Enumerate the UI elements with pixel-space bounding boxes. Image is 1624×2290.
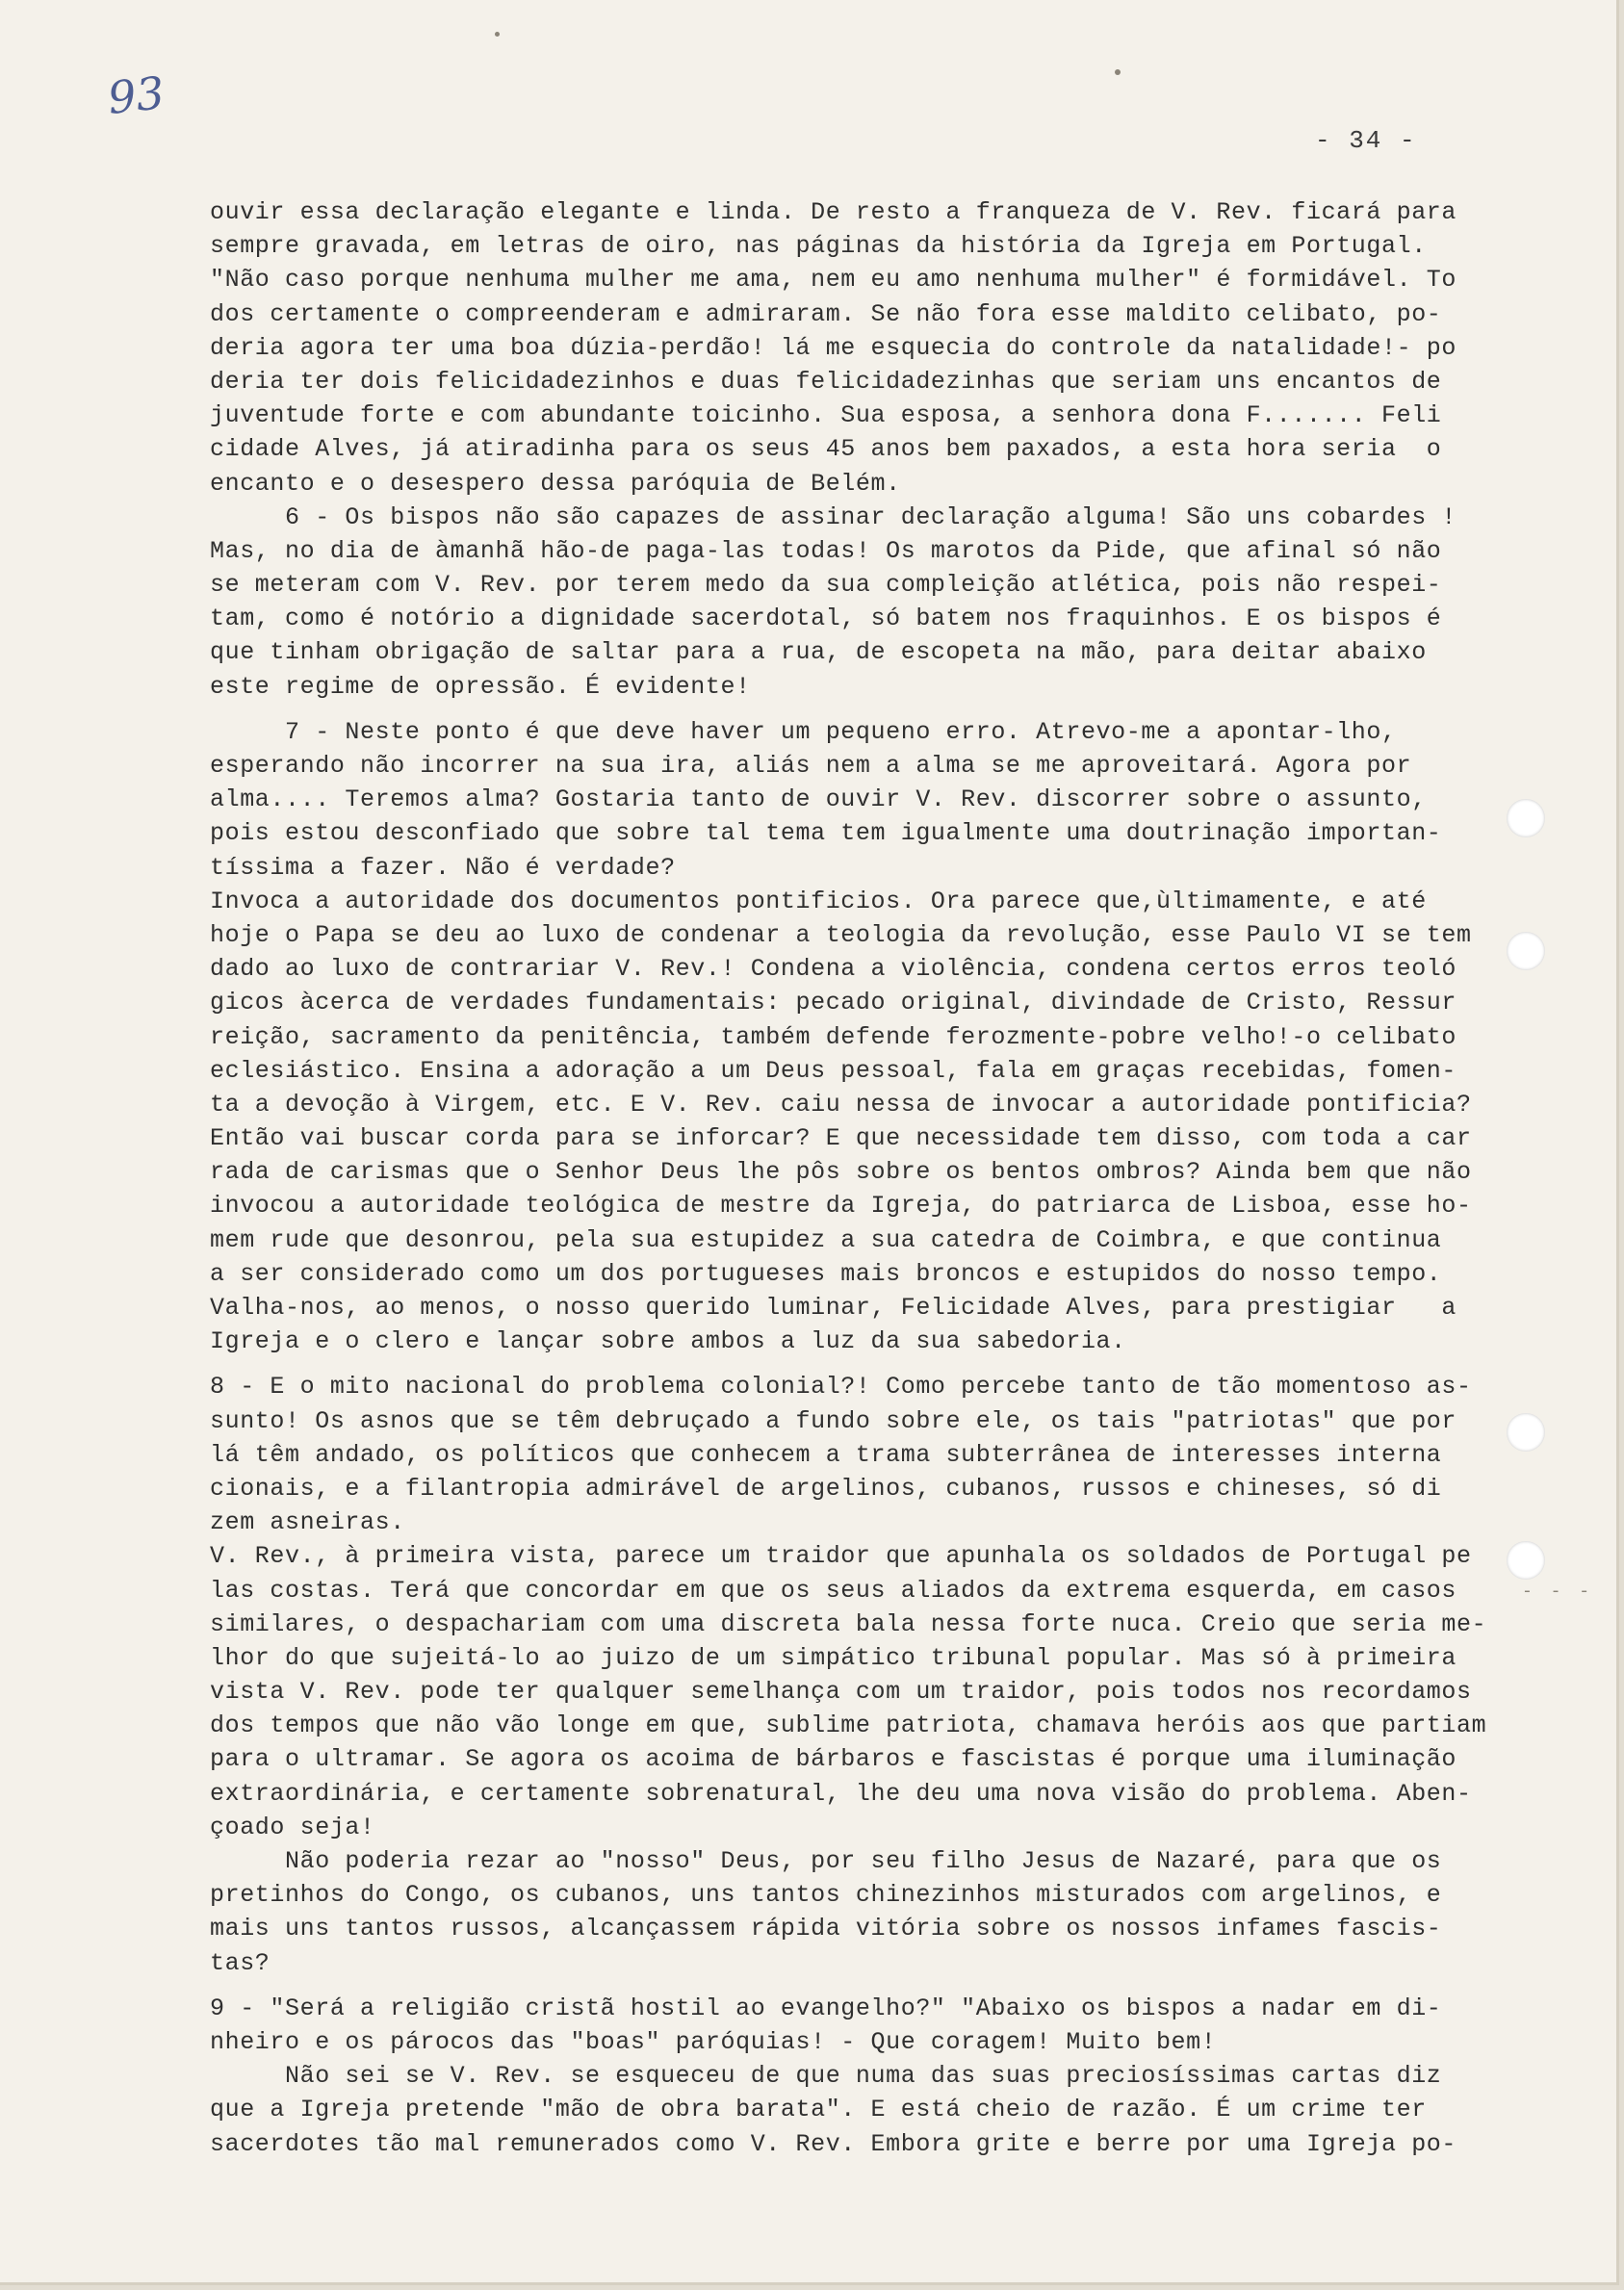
paragraph-gap bbox=[210, 1358, 1490, 1370]
text-line: lá têm andado, os políticos que conhecem a trama subterrânea de interesses interna bbox=[210, 1440, 1442, 1469]
text-line: pois estou desconfiado que sobre tal tema tem igualmente uma doutrinação importan- bbox=[210, 819, 1442, 848]
text-line: Não sei se V. Rev. se esqueceu de que numa das suas preciosíssimas cartas diz bbox=[210, 2062, 1442, 2091]
text-line: para o ultramar. Se agora os acoima de bárbaros e fascistas é porque uma iluminação bbox=[210, 1745, 1457, 1774]
text-line: invocou a autoridade teológica de mestre da Igreja, do patriarca de Lisboa, esse ho- bbox=[210, 1192, 1472, 1221]
text-line: Igreja e o clero e lançar sobre ambos a luz da sua sabedoria. bbox=[210, 1327, 1126, 1356]
text-line: sacerdotes tão mal remunerados como V. Rev. Embora grite e berre por uma Igreja po- bbox=[210, 2129, 1457, 2158]
text-line: hoje o Papa se deu ao luxo de condenar a teologia da revolução, esse Paulo VI se tem bbox=[210, 920, 1472, 949]
text-line: las costas. Terá que concordar em que os seus aliados da extrema esquerda, em casos bbox=[210, 1576, 1457, 1605]
text-line: deria ter dois felicidadezinhos e duas felicidadezinhas que seriam uns encantos de bbox=[210, 367, 1442, 396]
text-line: reição, sacramento da penitência, também defende ferozmente-pobre velho!-o celibato bbox=[210, 1022, 1457, 1051]
text-line: Então vai buscar corda para se inforcar? E que necessidade tem disso, com toda a car bbox=[210, 1124, 1472, 1153]
text-line: 9 - "Será a religião cristã hostil ao evangelho?" "Abaixo os bispos a nadar em di- bbox=[210, 1994, 1442, 2022]
text-line: este regime de opressão. É evidente! bbox=[210, 672, 751, 701]
page-number: - 34 - bbox=[1315, 126, 1417, 155]
text-line: pretinhos do Congo, os cubanos, uns tantos chinezinhos misturados com argelinos, e bbox=[210, 1881, 1442, 1910]
text-line: Invoca a autoridade dos documentos pontificios. Ora parece que,ùltimamente, e até bbox=[210, 887, 1427, 915]
text-line: nheiro e os párocos das "boas" paróquias! - Que coragem! Muito bem! bbox=[210, 2027, 1217, 2056]
text-line: dado ao luxo de contrariar V. Rev.! Condena a violência, condena certos erros teoló bbox=[210, 955, 1457, 984]
text-line: que a Igreja pretende "mão de obra barata". E está cheio de razão. É um crime ter bbox=[210, 2096, 1427, 2124]
text-line: 8 - E o mito nacional do problema colonial?! Como percebe tanto de tão momentoso as- bbox=[210, 1373, 1472, 1402]
text-line: tíssima a fazer. Não é verdade? bbox=[210, 853, 676, 882]
text-line: ta a devoção à Virgem, etc. E V. Rev. caiu nessa de invocar a autoridade pontificia? bbox=[210, 1090, 1472, 1119]
punch-hole bbox=[1507, 932, 1545, 970]
text-line: vista V. Rev. pode ter qualquer semelhança com um traidor, pois todos nos recordamos bbox=[210, 1678, 1472, 1707]
margin-mark: - - - bbox=[1522, 1582, 1594, 1602]
text-line: juventude forte e com abundante toicinho. Sua esposa, a senhora dona F....... Feli bbox=[210, 401, 1442, 430]
text-line: dos certamente o compreenderam e admiraram. Se não fora esse maldito celibato, po- bbox=[210, 299, 1442, 328]
text-line: dos tempos que não vão longe em que, sublime patriota, chamava heróis aos que partiam bbox=[210, 1711, 1487, 1740]
text-line: sunto! Os asnos que se têm debruçado a fundo sobre ele, os tais "patriotas" que por bbox=[210, 1406, 1457, 1435]
text-line: lhor do que sujeitá-lo ao juizo de um simpático tribunal popular. Mas só à primeira bbox=[210, 1643, 1457, 1672]
text-line: mem rude que desonrou, pela sua estupidez a sua catedra de Coimbra, e que continua bbox=[210, 1225, 1442, 1254]
text-line: se meteram com V. Rev. por terem medo da sua compleição atlética, pois não respei- bbox=[210, 571, 1442, 600]
text-line: V. Rev., à primeira vista, parece um traidor que apunhala os soldados de Portugal pe bbox=[210, 1542, 1472, 1571]
text-line: alma.... Teremos alma? Gostaria tanto de ouvir V. Rev. discorrer sobre o assunto, bbox=[210, 785, 1427, 814]
punch-hole bbox=[1507, 799, 1545, 837]
archive-number: 93 bbox=[105, 66, 168, 124]
text-line: mais uns tantos russos, alcançassem rápida vitória sobre os nossos infames fascis- bbox=[210, 1915, 1442, 1943]
paper-speck bbox=[1115, 69, 1121, 75]
text-line: "Não caso porque nenhuma mulher me ama, nem eu amo nenhuma mulher" é formidável. To bbox=[210, 266, 1457, 295]
text-line: Mas, no dia de àmanhã hão-de paga-las todas! Os marotos da Pide, que afinal só não bbox=[210, 536, 1442, 565]
text-line: rada de carismas que o Senhor Deus lhe pôs sobre os bentos ombros? Ainda bem que não bbox=[210, 1158, 1472, 1187]
text-line: eclesiástico. Ensina a adoração a um Deus pessoal, fala em graças recebidas, fomen- bbox=[210, 1056, 1457, 1085]
text-line: similares, o despachariam com uma discreta bala nessa forte nuca. Creio que seria me- bbox=[210, 1609, 1487, 1638]
text-line: Não poderia rezar ao "nosso" Deus, por seu filho Jesus de Nazaré, para que os bbox=[210, 1847, 1442, 1875]
punch-hole bbox=[1507, 1413, 1545, 1452]
text-line: extraordinária, e certamente sobrenatural, lhe deu uma nova visão do problema. Aben- bbox=[210, 1779, 1472, 1808]
text-line: Valha-nos, ao menos, o nosso querido luminar, Felicidade Alves, para prestigiar a bbox=[210, 1294, 1457, 1322]
text-line: esperando não incorrer na sua ira, aliás nem a alma se me aproveitará. Agora por bbox=[210, 752, 1412, 780]
text-line: gicos àcerca de verdades fundamentais: pecado original, divindade de Cristo, Ressur bbox=[210, 989, 1457, 1017]
text-line: zem asneiras. bbox=[210, 1508, 405, 1537]
typewritten-text bbox=[210, 195, 1490, 2161]
text-line: ouvir essa declaração elegante e linda. De resto a franqueza de V. Rev. ficará para bbox=[210, 198, 1457, 226]
text-line: que tinham obrigação de saltar para a rua, de escopeta na mão, para deitar abaixo bbox=[210, 638, 1427, 667]
text-line: tam, como é notório a dignidade sacerdotal, só batem nos fraquinhos. E os bispos é bbox=[210, 605, 1442, 633]
text-line: cionais, e a filantropia admirável de argelinos, cubanos, russos e chineses, só di bbox=[210, 1474, 1442, 1503]
text-line: encanto e o desespero dessa paróquia de Belém. bbox=[210, 469, 901, 498]
punch-hole bbox=[1507, 1541, 1545, 1580]
text-line: 7 - Neste ponto é que deve haver um pequeno erro. Atrevo-me a apontar-lho, bbox=[210, 717, 1397, 746]
text-line: cidade Alves, já atiradinha para os seus 45 anos bem paxados, a esta hora seria o bbox=[210, 435, 1442, 464]
text-line: çoado seja! bbox=[210, 1813, 375, 1841]
text-line: tas? bbox=[210, 1948, 271, 1977]
paragraph-gap bbox=[210, 704, 1490, 715]
text-line: a ser considerado como um dos portugueses mais broncos e estupidos do nosso tempo. bbox=[210, 1259, 1442, 1288]
text-line: deria agora ter uma boa dúzia-perdão! lá me esquecia do controle da natalidade!- po bbox=[210, 333, 1457, 362]
paragraph-gap bbox=[210, 1980, 1490, 1992]
text-line: 6 - Os bispos não são capazes de assinar declaração alguma! São uns cobardes ! bbox=[210, 502, 1457, 531]
paper-speck bbox=[495, 32, 500, 37]
text-line: sempre gravada, em letras de oiro, nas páginas da história da Igreja em Portugal. bbox=[210, 232, 1427, 261]
